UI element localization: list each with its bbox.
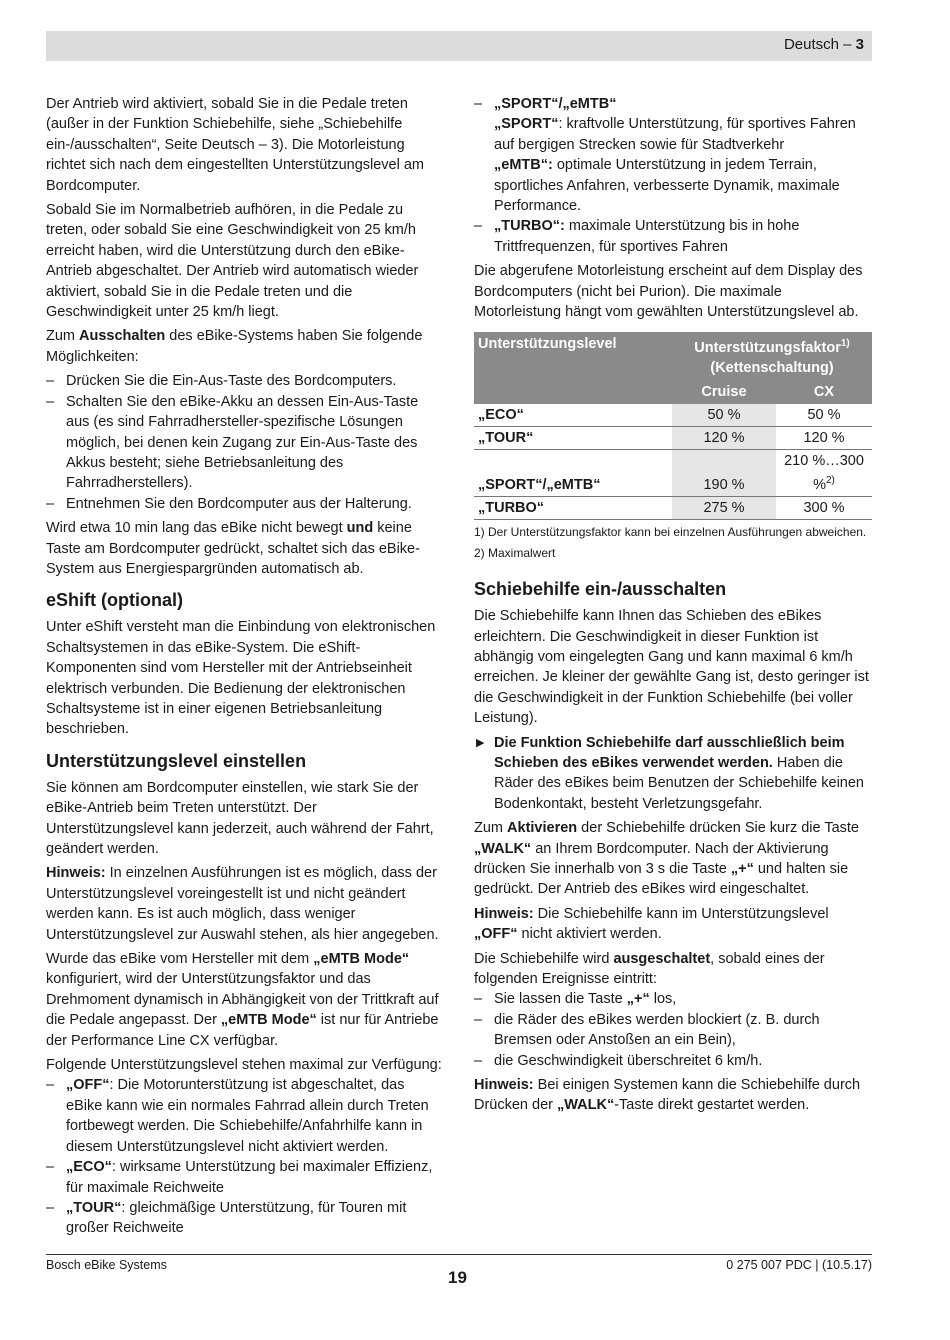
bold-text: „TOUR“ (66, 1199, 122, 1216)
table-row (474, 427, 872, 450)
table-row (474, 404, 872, 427)
paragraph (474, 949, 872, 990)
paragraph: Sobald Sie im Normalbetrieb aufhören, in die Pedale zu treten, oder sobald Sie eine Geschwindigkeit von 25 km/h erreicht haben, wird die Unterstützung durch den eBike-Antrieb abgeschaltet. Der Antrieb wird automatisch wieder aktiviert, sobald Sie in die Pedale treten und die Geschwindigkeit unter 25 km/h liegt. (46, 202, 419, 321)
paragraph (474, 818, 872, 900)
text: Zum (474, 820, 508, 837)
bold-text: „eMTB Mode“ (313, 951, 410, 968)
text: Unterstützungsfaktor (694, 340, 841, 357)
cell-cruise: 275 % (672, 497, 776, 520)
text: maximale Unterstützung bis in hohe Trittfrequenzen, für sportives Fahren (494, 218, 800, 255)
paragraph: Unter eShift versteht man die Einbindung von elektronischen Schaltsystemen in das eBike-System. Die eShift-Komponenten sind vom Hersteller mit der Antriebseinheit elektrisch verbunden. Die Bedienung der elektronischen Schaltsysteme ist in einer eigenen Betriebsanleitung beschrieben. (46, 619, 436, 738)
table-row (474, 450, 872, 497)
header-bar (46, 31, 872, 61)
bold-text: „eMTB“: (494, 157, 553, 174)
text: : kraftvolle Unterstützung, für sportives Fahren auf bergigen Strecken sowie für Stadtverkehr (494, 116, 856, 153)
bold-text: „OFF“ (474, 926, 518, 943)
bold-text: „WALK“ (557, 1097, 615, 1114)
text: des eBike-Systems haben Sie folgende Möglichkeiten: (46, 328, 423, 365)
list-item: – die Geschwindigkeit überschreitet 6 km/h. (474, 1051, 872, 1071)
paragraph (46, 518, 444, 579)
text: nicht aktiviert werden. (517, 926, 662, 943)
text: los, (649, 991, 677, 1008)
text: Wird etwa 10 min lang das eBike nicht bewegt (46, 520, 347, 537)
cell-level: „ECO“ (474, 404, 672, 427)
cell-cx (776, 450, 872, 497)
bold-text: Hinweis: (46, 865, 106, 882)
levels-list (46, 1075, 444, 1238)
bold-text: „+“ (730, 861, 754, 877)
text: Haben die Räder des eBikes beim Benutzen der Schiebehilfe keinen Bodenkontakt, besteht Verletzungsgefahr. (494, 754, 864, 812)
bold-text: „eMTB Mode“ (220, 1012, 317, 1029)
header-label (784, 36, 864, 53)
bold-text: Hinweis: (474, 1077, 534, 1094)
note-paragraph (46, 863, 444, 945)
text: ist nur für Antriebe der Performance Line CX verfügbar. (46, 1012, 439, 1049)
text: Wurde das eBike vom Hersteller mit dem (46, 951, 314, 968)
bold-text: Ausschalten (79, 328, 166, 345)
paragraph (46, 326, 444, 367)
text: 210 %…300 % (784, 453, 864, 494)
bold-text: „TURBO“: (494, 218, 565, 235)
text: keine Taste am Bordcomputer gedrückt, schaltet sich das eBike-System aus Energiespargründen automatisch ab. (46, 520, 420, 577)
note-paragraph (474, 1075, 872, 1116)
bold-text: ausgeschaltet (613, 950, 711, 967)
cell-level: „TURBO“ (474, 497, 672, 520)
bold-text: „WALK“ (474, 840, 532, 857)
text: : gleichmäßige Unterstützung, für Touren mit großer Reichweite (66, 1199, 407, 1237)
text: Die Schiebehilfe kann im Unterstützungslevel (533, 905, 829, 922)
levels-list-continued (474, 94, 872, 257)
bold-text: und (346, 520, 374, 537)
footer-publisher: Bosch eBike Systems (46, 1258, 167, 1272)
note-paragraph (474, 904, 872, 945)
text: In einzelnen Ausführungen ist es möglich, dass der Unterstützungslevel voreingestellt ist und nicht geändert werden kann. Es ist auch möglich, dass weniger Unterstützungslevel zur Auswahl stehen, als hier angegeben. (46, 865, 439, 943)
text: -Taste direkt gestartet werden. (614, 1097, 810, 1114)
text: Zum (46, 328, 80, 345)
page-number: 19 (448, 1268, 467, 1287)
text: der Schiebehilfe drücken Sie kurz die Taste (577, 820, 859, 837)
th-factor (672, 332, 872, 380)
text: Bei einigen Systemen kann die Schiebehilfe durch Drücken der (474, 1077, 861, 1114)
heading-support-level: Unterstützungslevel einstellen (46, 750, 307, 771)
list-item: – Schalten Sie den eBike-Akku an dessen Ein-Aus-Taste aus (es sind Fahrradhersteller-spezifische Lösungen möglich, bei denen kein Zugang zur Ein-Aus-Taste des Akkus besteht; siehe Betriebsanleitung des Fahrradherstellers). (46, 392, 444, 494)
right-column (474, 94, 872, 1120)
text: (Kettenschaltung) (710, 360, 834, 377)
footnote-2: 2) Maximalwert (474, 546, 556, 561)
list-item (474, 94, 872, 216)
footnote-ref: 1) (840, 338, 850, 350)
bold-text: „OFF“ (66, 1077, 110, 1094)
paragraph: Die Schiebehilfe kann Ihnen das Schieben des eBikes erleichtern. Die Geschwindigkeit in dieser Funktion ist abhängig vom eingelegten Gang und kann maximal 6 km/h erreichen. Je kleiner der gewählte Gang ist, desto geringer ist die Geschwindigkeit in der Funktion Schiebehilfe (bei voller Leistung). (474, 608, 869, 727)
left-column (46, 94, 444, 1243)
paragraph: Sie können am Bordcomputer einstellen, wie stark Sie der eBike-Antrieb beim Treten unterstützt. Der Unterstützungslevel kann jederzeit, auch während der Fahrt, geändert werden. (46, 779, 434, 857)
text: Die Schiebehilfe wird (474, 950, 614, 967)
bold-text: Hinweis: (474, 905, 534, 922)
cell-cruise: 190 % (672, 450, 776, 497)
cell-level: „TOUR“ (474, 427, 672, 450)
th-cx: CX (776, 380, 872, 404)
table-row (474, 497, 872, 520)
list-item: – Entnehmen Sie den Bordcomputer aus der Halterung. (46, 494, 444, 514)
th-cruise: Cruise (672, 380, 776, 404)
paragraph: Der Antrieb wird aktiviert, sobald Sie in die Pedale treten (außer in der Funktion Schiebehilfe, siehe „Schiebehilfe ein-/ausschalten“, Seite Deutsch – 3). Die Motorleistung richtet sich nach dem eingestellten Unterstützungslevel am Bordcomputer. (46, 96, 424, 194)
cell-cruise: 120 % (672, 427, 776, 450)
warning-paragraph (474, 733, 872, 815)
text: an Ihrem Bordcomputer. Nach der Aktivierung drücken Sie innerhalb von 3 s die Taste (474, 840, 829, 877)
text: optimale Unterstützung in jedem Terrain, sportliches Anfahren, verbesserte Dynamik, maximale Performance. (494, 157, 840, 215)
list-item: – die Räder des eBikes werden blockiert (z. B. durch Bremsen oder Anstoßen an ein Bein), (474, 1010, 872, 1051)
cell-cx: 300 % (776, 497, 872, 520)
text: konfiguriert, wird der Unterstützungsfaktor und das Drehmoment dynamisch in Abhängigkeit von der Trittkraft auf die Pedale angepasst. Der (46, 971, 439, 1029)
footnote-ref: 2) (826, 475, 835, 487)
bold-text: „SPORT“/„eMTB“ (494, 96, 617, 112)
support-factor-table (474, 332, 872, 520)
text: : wirksame Unterstützung bei maximaler Effizienz, für maximale Reichweite (66, 1159, 433, 1196)
heading-push-assist: Schiebehilfe ein-/ausschalten (474, 579, 727, 600)
bold-text: „+“ (626, 991, 650, 1008)
footer-rule (46, 1254, 872, 1255)
list-item (474, 989, 872, 1009)
text: , sobald eines der folgenden Ereignisse eintritt: (474, 950, 825, 988)
bold-text: „SPORT“ (494, 116, 559, 133)
text: : Die Motorunterstützung ist abgeschaltet, das eBike kann wie ein normales Fahrrad allein durch Treten fortbewegt werden. Die Schiebehilfe/Anfahrhilfe kann in diesem Unterstützungslevel nicht aktiviert werden. (66, 1077, 429, 1155)
cell-cx: 120 % (776, 427, 872, 450)
stop-conditions-list (474, 989, 872, 1071)
bold-text: Aktivieren (507, 820, 578, 837)
paragraph (46, 949, 444, 1051)
cell-cx: 50 % (776, 404, 872, 427)
text: und halten sie gedrückt. Der Antrieb des eBikes wird eingeschaltet. (474, 861, 849, 898)
list-item (46, 1157, 444, 1198)
bold-text: Die Funktion Schiebehilfe darf ausschließlich beim Schieben des eBikes verwendet werden. (494, 734, 845, 771)
list-item (474, 216, 872, 257)
footnote-1: 1) Der Unterstützungsfaktor kann bei einzelnen Ausführungen abweichen. (474, 525, 867, 540)
text: Sie lassen die Taste (494, 991, 627, 1008)
off-options-list (46, 371, 444, 514)
list-item (46, 1198, 444, 1239)
list-item: – Drücken Sie die Ein-Aus-Taste des Bordcomputers. (46, 371, 444, 391)
th-level: Unterstützungslevel (474, 332, 672, 404)
cell-cruise: 50 % (672, 404, 776, 427)
bold-text: „ECO“ (66, 1159, 112, 1176)
list-item (46, 1075, 444, 1157)
paragraph: Die abgerufene Motorleistung erscheint auf dem Display des Bordcomputers (nicht bei Purion). Die maximale Motorleistung hängt vom gewählten Unterstützungslevel ab. (474, 263, 863, 321)
cell-level: „SPORT“/„eMTB“ (474, 450, 672, 497)
heading-eshift: eShift (optional) (46, 590, 183, 611)
footer-doc-id: 0 275 007 PDC | (10.5.17) (726, 1258, 872, 1272)
header-section: Deutsch – (783, 36, 856, 53)
paragraph: Folgende Unterstützungslevel stehen maximal zur Verfügung: (46, 1057, 442, 1074)
header-page: 3 (855, 36, 864, 53)
